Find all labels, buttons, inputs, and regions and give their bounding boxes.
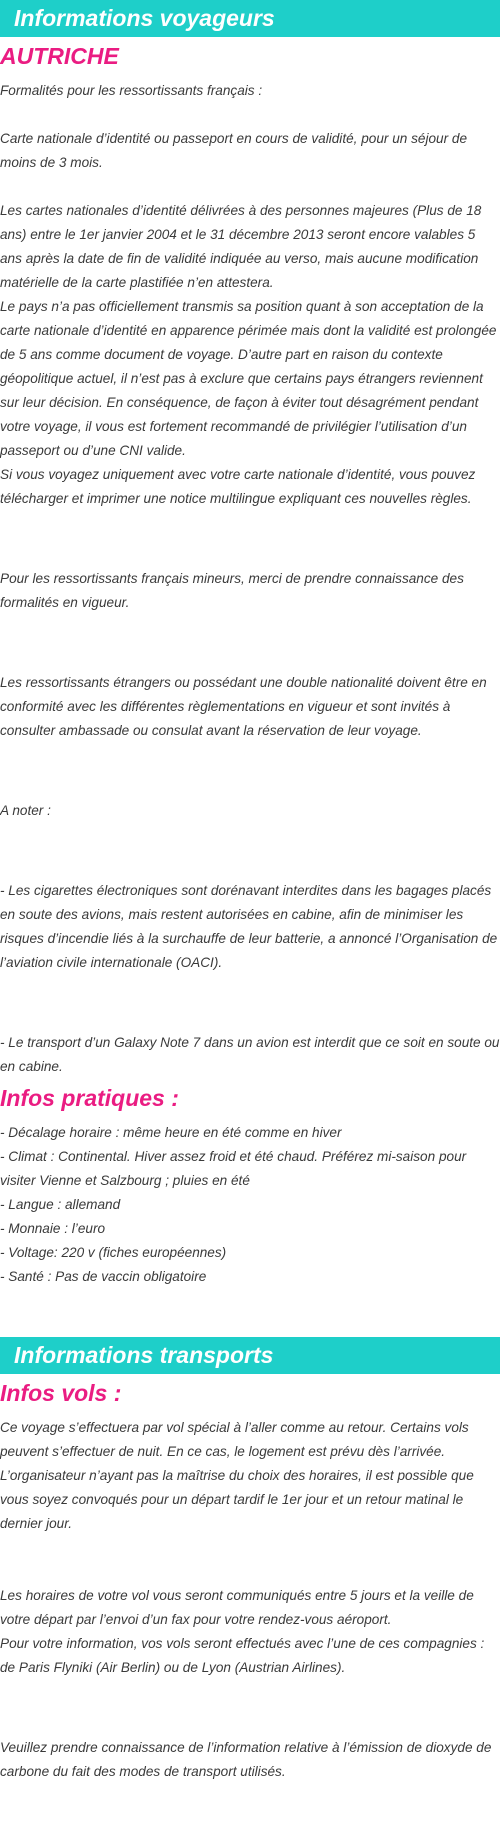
vols-compagnies-paragraph: Pour votre information, vos vols seront effectués avec l’une de ces compagnies : de Paris Flyniki (Air Berlin) ou de Lyon (Austrian Airlines).: [0, 1636, 485, 1675]
infos-vols-title: Infos vols :: [0, 1380, 122, 1406]
list-item: - Décalage horaire : même heure en été comme en hiver: [0, 1125, 342, 1140]
infos-pratiques-title: Infos pratiques :: [0, 1085, 179, 1111]
ecigarette-paragraph: - Les cigarettes électroniques sont dorénavant interdites dans les bagages placés en soute des avions, mais restent autorisées en cabine, afin de minimiser les risques d’incendie liés à la surchauffe de leur batterie, a annoncé l’Organisation de l’aviation civile internationale (OACI).: [0, 883, 498, 970]
foreigners-paragraph: Les ressortissants étrangers ou possédant une double nationalité doivent être en conformité avec les différentes règlementations en vigueur et sont invités à consulter ambassade ou consulat avant la réservation de leur voyage.: [0, 675, 487, 738]
list-item: - Langue : allemand: [0, 1197, 121, 1212]
list-item: - Monnaie : l’euro: [0, 1221, 106, 1236]
vols-horaires-paragraph: Les horaires de votre vol vous seront communiqués entre 5 jours et la veille de votre départ par l’envoi d’un fax pour votre rendez-vous aéroport.: [0, 1588, 474, 1627]
list-item: - Climat : Continental. Hiver assez froid et été chaud. Préférez mi-saison pour visiter Vienne et Salzbourg ; pluies en été: [0, 1149, 467, 1188]
infos-pratiques-list: [0, 1121, 500, 1289]
transports-banner: Informations transports: [0, 1337, 500, 1374]
list-item: - Voltage: 220 v (fiches européennes): [0, 1245, 227, 1260]
minors-paragraph: Pour les ressortissants français mineurs, merci de prendre connaissance des formalités en vigueur.: [0, 571, 464, 610]
note-label: A noter :: [0, 803, 51, 818]
formalites-intro: Formalités pour les ressortissants français :: [0, 83, 263, 98]
cni-validity-paragraph: Les cartes nationales d’identité délivrées à des personnes majeures (Plus de 18 ans) entre le 1er janvier 2004 et le 31 décembre 2013 seront encore valables 5 ans après la date de fin de validité indiquée au verso, mais aucune modification matérielle de la carte plastifiée n’en attestera.: [0, 203, 482, 290]
cni-notice-paragraph: Si vous voyagez uniquement avec votre carte nationale d’identité, vous pouvez télécharger et imprimer une notice multilingue expliquant ces nouvelles règles.: [0, 467, 476, 506]
co2-paragraph: Veuillez prendre connaissance de l’information relative à l’émission de dioxyde de carbone du fait des modes de transport utilisés.: [0, 1740, 492, 1779]
cni-acceptance-paragraph: Le pays n’a pas officiellement transmis sa position quant à son acceptation de la carte nationale d’identité en apparence périmée mais dont la validité est prolongée de 5 ans comme document de voyage. D’autre part en raison du contexte géopolitique actuel, il n’est pas à exclure que certains pays étrangers reviennent sur leur décision. En conséquence, de façon à éviter tout désagrément pendant votre voyage, il vous est fortement recommandé de privilégier l’utilisation d’un passeport ou d’une CNI valide.: [0, 299, 497, 458]
galaxy-note-paragraph: - Le transport d’un Galaxy Note 7 dans un avion est interdit que ce soit en soute ou en cabine.: [0, 1035, 500, 1074]
list-item: - Santé : Pas de vaccin obligatoire: [0, 1269, 207, 1284]
vols-special-paragraph: Ce voyage s’effectuera par vol spécial à l’aller comme au retour. Certains vols peuvent s’effectuer de nuit. En ce cas, le logement est prévu dès l’arrivée. L’organisateur n’ayant pas la maîtrise du choix des horaires, il est possible que vous soyez convoqués pour un départ tardif le 1er jour et un retour matinal le dernier jour.: [0, 1420, 474, 1531]
voyageurs-banner: Informations voyageurs: [0, 0, 500, 37]
country-title: AUTRICHE: [0, 43, 119, 69]
formalites-documents: Carte nationale d’identité ou passeport en cours de validité, pour un séjour de moins de 3 mois.: [0, 131, 468, 170]
